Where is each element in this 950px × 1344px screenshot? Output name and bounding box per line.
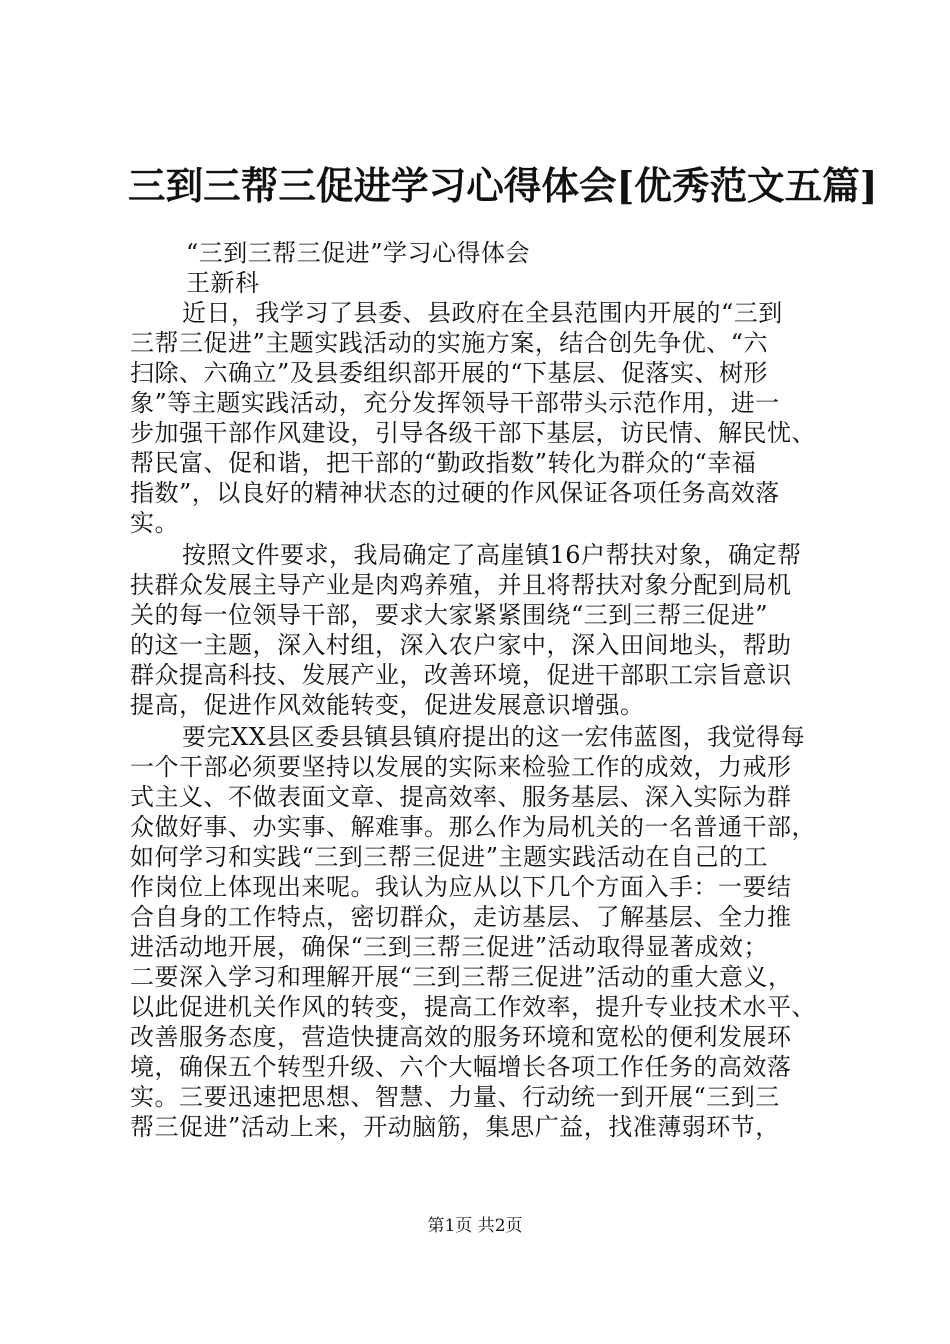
text-line: 扶群众发展主导产业是肉鸡养殖，并且将帮扶对象分配到局机: [130, 571, 792, 599]
text-line: 关的每一位领导干部，要求大家紧紧围绕“三到三帮三促进”: [130, 601, 769, 629]
text-line: 实。三要迅速把思想、智慧、力量、行动统一到开展“三到三: [130, 1083, 780, 1111]
text-line: 式主义、不做表面文章、提高效率、服务基层、深入实际为群: [130, 783, 792, 811]
text-line: 境，确保五个转型升级、六个大幅增长各项工作任务的高效落: [130, 1053, 792, 1081]
text-line: 作岗位上体现出来呢。我认为应从以下几个方面入手：一要结: [130, 873, 792, 901]
text-line: 步加强干部作风建设，引导各级干部下基层，访民情、解民忧、: [130, 419, 816, 447]
text-line: 实。: [130, 509, 179, 537]
text-line: 帮三促进”活动上来，开动脑筋，集思广益，找准薄弱环节，: [130, 1113, 780, 1141]
text-line: 进活动地开展，确保“三到三帮三促进”活动取得显著成效；: [130, 933, 769, 961]
text-line: 要完XX县区委县镇县镇府提出的这一宏伟蓝图，我觉得每: [182, 723, 806, 751]
text-line: 近日，我学习了县委、县政府在全县范围内开展的“三到: [182, 299, 783, 327]
text-line: 象”等主题实践活动，充分发挥领导干部带头示范作用，进一: [130, 389, 780, 417]
text-line: 如何学习和实践“三到三帮三促进”主题实践活动在自己的工: [130, 843, 769, 871]
text-line: 一个干部必须要坚持以发展的实际来检验工作的成效，力戒形: [130, 753, 792, 781]
text-line: 合自身的工作特点，密切群众，走访基层、了解基层、全力推: [130, 903, 792, 931]
text-line: 指数”，以良好的精神状态的过硬的作风保证各项任务高效落: [130, 479, 780, 507]
text-line: 提高，促进作风效能转变，促进发展意识增强。: [130, 691, 645, 719]
subtitle: “三到三帮三促进”学习心得体会: [186, 239, 531, 267]
text-line: 以此促进机关作风的转变，提高工作效率，提升专业技术水平、: [130, 993, 816, 1021]
text-line: 二要深入学习和理解开展“三到三帮三促进”活动的重大意义，: [130, 963, 793, 991]
document-title: 三到三帮三促进学习心得体会[优秀范文五篇]: [128, 163, 878, 208]
text-line: 按照文件要求，我局确定了高崖镇16户帮扶对象，确定帮: [182, 541, 802, 569]
text-line: 群众提高科技、发展产业，改善环境，促进干部职工宗旨意识: [130, 661, 792, 689]
text-line: 三帮三促进”主题实践活动的实施方案，结合创先争优、“六: [130, 329, 769, 357]
page-footer: 第1页 共2页: [427, 1216, 523, 1236]
text-line: 改善服务态度，营造快捷高效的服务环境和宽松的便利发展环: [130, 1023, 792, 1051]
text-line: 帮民富、促和谐，把干部的“勤政指数”转化为群众的“幸福: [130, 449, 757, 477]
text-line: 众做好事、办实事、解难事。那么作为局机关的一名普通干部，: [130, 813, 816, 841]
text-line: 扫除、六确立”及县委组织部开展的“下基层、促落实、树形: [130, 359, 769, 387]
text-line: 的这一主题，深入村组，深入农户家中，深入田间地头，帮助: [130, 631, 792, 659]
author: 王新科: [186, 269, 260, 297]
